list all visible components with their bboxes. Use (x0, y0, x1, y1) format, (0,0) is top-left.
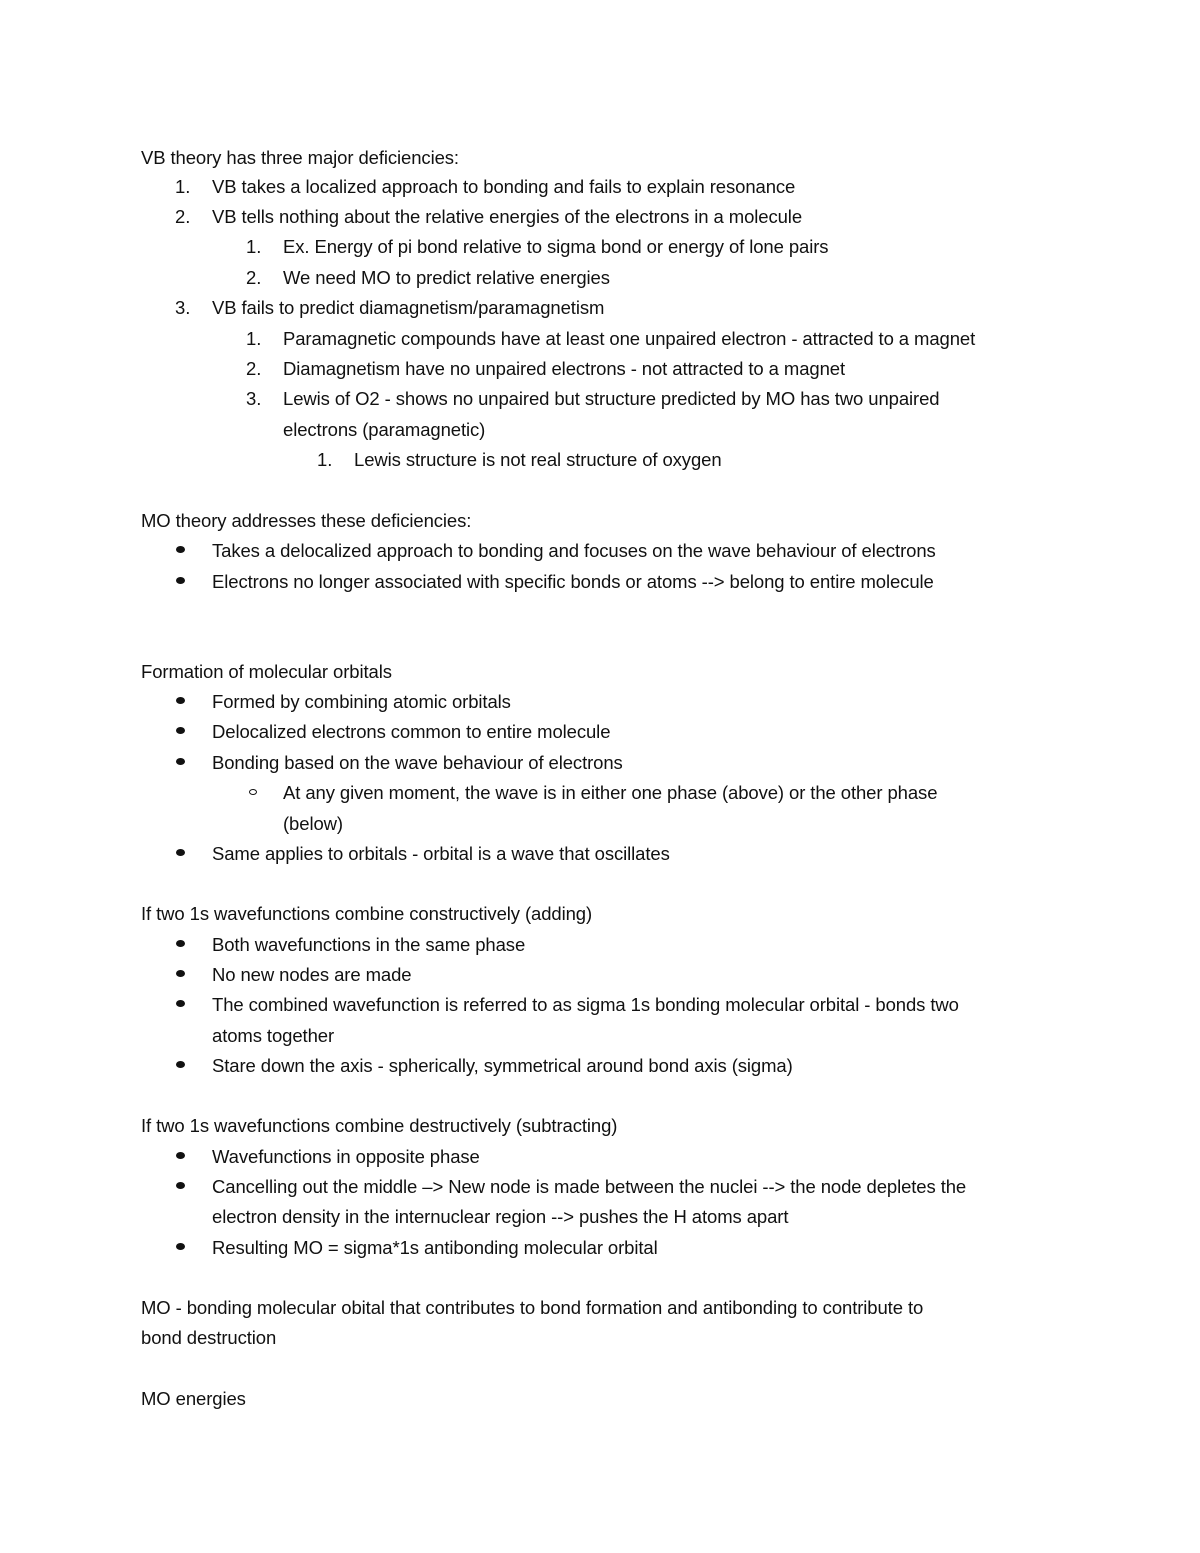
list-marker: 1. (246, 328, 262, 349)
list-item: VB takes a localized approach to bonding and fails to explain resonance (212, 176, 796, 197)
list-item: Same applies to orbitals - orbital is a wave that oscillates (212, 843, 670, 864)
mo-energies-heading: MO energies (141, 1388, 246, 1409)
list-item: VB tells nothing about the relative energies of the electrons in a molecule (212, 206, 803, 227)
list-item: Both wavefunctions in the same phase (212, 934, 526, 955)
list-item: Takes a delocalized approach to bonding and focuses on the wave behaviour of electrons (212, 540, 936, 561)
bullet-icon (176, 1152, 185, 1159)
list-item: VB fails to predict diamagnetism/paramagnetism (212, 297, 605, 318)
list-item: No new nodes are made (212, 964, 412, 985)
bullet-icon (176, 849, 185, 856)
list-item: Wavefunctions in opposite phase (212, 1146, 480, 1167)
list-item-continuation: electron density in the internuclear region --> pushes the H atoms apart (212, 1206, 789, 1227)
list-item: Diamagnetism have no unpaired electrons - not attracted to a magnet (283, 358, 845, 379)
bullet-icon (176, 1182, 185, 1189)
bullet-icon (176, 546, 185, 553)
list-marker: 1. (246, 236, 262, 257)
hollow-bullet-icon (249, 789, 257, 795)
list-marker: 2. (246, 267, 262, 288)
list-item: We need MO to predict relative energies (283, 267, 610, 288)
bullet-icon (176, 697, 185, 704)
bullet-icon (176, 727, 185, 734)
list-item: Formed by combining atomic orbitals (212, 691, 511, 712)
list-item: The combined wavefunction is referred to as sigma 1s bonding molecular orbital - bonds two (212, 994, 959, 1015)
list-item-continuation: (below) (283, 813, 343, 834)
list-item: At any given moment, the wave is in either one phase (above) or the other phase (283, 782, 938, 803)
list-marker: 1. (175, 176, 191, 197)
mo-summary-line: MO - bonding molecular obital that contributes to bond formation and antibonding to contribute to (141, 1297, 924, 1318)
list-item: Electrons no longer associated with specific bonds or atoms --> belong to entire molecule (212, 571, 934, 592)
list-item: Bonding based on the wave behaviour of electrons (212, 752, 623, 773)
list-item-continuation: electrons (paramagnetic) (283, 419, 486, 440)
list-item: Ex. Energy of pi bond relative to sigma bond or energy of lone pairs (283, 236, 829, 257)
bullet-icon (176, 940, 185, 947)
list-marker: 2. (246, 358, 262, 379)
bullet-icon (176, 1000, 185, 1007)
vb-heading: VB theory has three major deficiencies: (141, 147, 459, 168)
bullet-icon (176, 1243, 185, 1250)
list-marker: 3. (175, 297, 191, 318)
list-item-continuation: atoms together (212, 1025, 335, 1046)
mo-theory-heading: MO theory addresses these deficiencies: (141, 510, 472, 531)
list-item: Delocalized electrons common to entire molecule (212, 721, 611, 742)
list-item: Stare down the axis - spherically, symmetrical around bond axis (sigma) (212, 1055, 793, 1076)
list-marker: 2. (175, 206, 191, 227)
constructive-heading: If two 1s wavefunctions combine constructively (adding) (141, 903, 593, 924)
list-marker: 1. (317, 449, 333, 470)
list-item: Lewis of O2 - shows no unpaired but structure predicted by MO has two unpaired (283, 388, 940, 409)
list-item: Resulting MO = sigma*1s antibonding molecular orbital (212, 1237, 658, 1258)
list-item: Paramagnetic compounds have at least one unpaired electron - attracted to a magnet (283, 328, 976, 349)
bullet-icon (176, 1061, 185, 1068)
destructive-heading: If two 1s wavefunctions combine destructively (subtracting) (141, 1115, 618, 1136)
bullet-icon (176, 970, 185, 977)
formation-heading: Formation of molecular orbitals (141, 661, 392, 682)
bullet-icon (176, 758, 185, 765)
list-marker: 3. (246, 388, 262, 409)
list-item: Lewis structure is not real structure of oxygen (354, 449, 722, 470)
bullet-icon (176, 577, 185, 584)
list-item: Cancelling out the middle –> New node is made between the nuclei --> the node depletes the (212, 1176, 967, 1197)
mo-summary-line: bond destruction (141, 1327, 277, 1348)
